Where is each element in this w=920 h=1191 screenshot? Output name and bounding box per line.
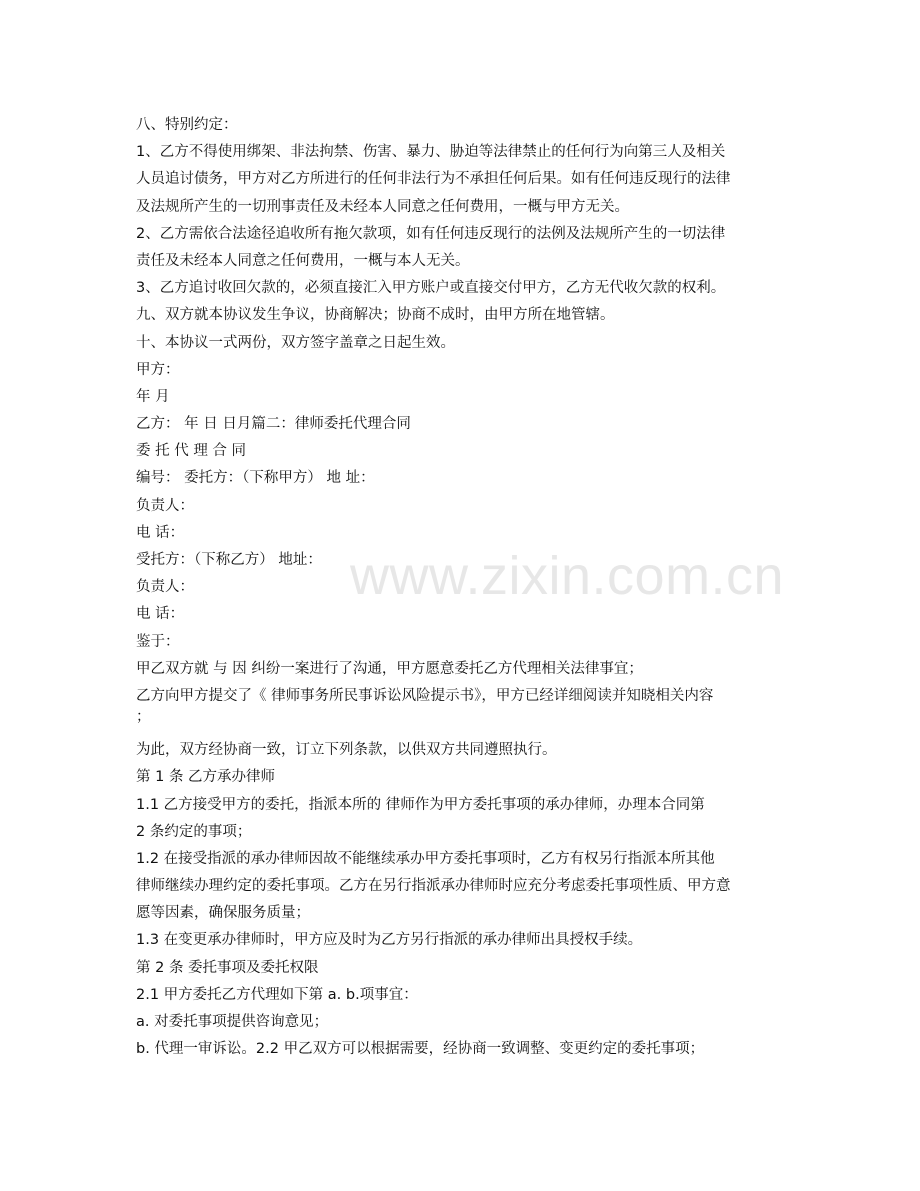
paragraph-line: ； <box>136 710 151 725</box>
paragraph-line: 甲乙双方就 与 因 纠纷一案进行了沟通，甲方愿意委托乙方代理相关法律事宜； <box>136 660 643 677</box>
signature-date: 年 月 <box>136 388 170 405</box>
paragraph-line: 2 条约定的事项； <box>136 823 252 840</box>
paragraph-line: 及法规所产生的一切刑事责任及未经本人同意之任何费用，一概与甲方无关。 <box>136 198 629 215</box>
paragraph-line: 为此，双方经协商一致，订立下列条款，以供双方共同遵照执行。 <box>136 742 557 759</box>
paragraph-line: 1.1 乙方接受甲方的委托，指派本所的 律师作为甲方委托事项的承办律师，办理本合同第 <box>136 796 705 813</box>
article-heading: 第 2 条 委托事项及委托权限 <box>136 959 319 976</box>
paragraph-line: 人员追讨债务，甲方对乙方所进行的任何非法行为不承担任何后果。如有任何违反现行的法律 <box>136 171 731 188</box>
paragraph-line: 1、乙方不得使用绑架、非法拘禁、伤害、暴力、胁迫等法律禁止的任何行为向第三人及相关 <box>136 144 726 161</box>
article-heading: 第 1 条 乙方承办律师 <box>136 769 276 786</box>
recital-heading: 鉴于： <box>136 633 180 650</box>
paragraph-line: 律师继续办理约定的委托事项。乙方在另行指派承办律师时应充分考虑委托事项性质、甲方意 <box>136 878 731 895</box>
contract-field: 负责人： <box>136 579 194 596</box>
contract-field: 编号： 委托方：（下称甲方） 地 址： <box>136 470 375 487</box>
list-item: b. 代理一审诉讼。2.2 甲乙双方可以根据需要，经协商一致调整、变更约定的委托事项； <box>136 1041 705 1058</box>
list-item: a. 对委托事项提供咨询意见； <box>136 1014 329 1030</box>
section-heading: 九、双方就本协议发生争议，协商解决；协商不成时，由甲方所在地管辖。 <box>136 307 615 324</box>
contract-title: 委 托 代 理 合 同 <box>136 443 247 460</box>
contract-field: 电 话： <box>136 524 185 541</box>
paragraph-line: 责任及未经本人同意之任何费用，一概与本人无关。 <box>136 252 470 269</box>
paragraph-line: 2.1 甲方委托乙方代理如下第 a. b.项事宜： <box>136 986 418 1003</box>
contract-field: 电 话： <box>136 606 185 623</box>
section-heading: 八、特别约定： <box>136 117 238 133</box>
paragraph-line: 乙方向甲方提交了《 律师事务所民事诉讼风险提示书》，甲方已经详细阅读并知晓相关内容 <box>136 687 714 704</box>
paragraph-line: 2、乙方需依合法途径追收所有拖欠款项，如有任何违反现行的法例及法规所产生的一切法律 <box>136 225 726 242</box>
watermark: www.zixin.com.cn <box>350 546 785 606</box>
section-heading: 十、本协议一式两份，双方签字盖章之日起生效。 <box>136 334 455 351</box>
signature-party-a: 甲方： <box>136 361 180 378</box>
paragraph-line: 1.3 在变更承办律师时，甲方应及时为乙方另行指派的承办律师出具授权手续。 <box>136 932 643 949</box>
paragraph-line: 1.2 在接受指派的承办律师因故不能继续承办甲方委托事项时，乙方有权另行指派本所其他 <box>136 850 715 867</box>
contract-field: 负责人： <box>136 497 194 514</box>
paragraph-line: 愿等因素，确保服务质量； <box>136 905 310 922</box>
paragraph-line: 3、乙方追讨收回欠款的，必须直接汇入甲方账户或直接交付甲方，乙方无代收欠款的权利。 <box>136 280 726 297</box>
contract-field: 受托方：（下称乙方） 地址： <box>136 552 322 568</box>
signature-party-b: 乙方： 年 日 日月篇二：律师委托代理合同 <box>136 416 411 433</box>
document-body <box>136 112 784 1063</box>
